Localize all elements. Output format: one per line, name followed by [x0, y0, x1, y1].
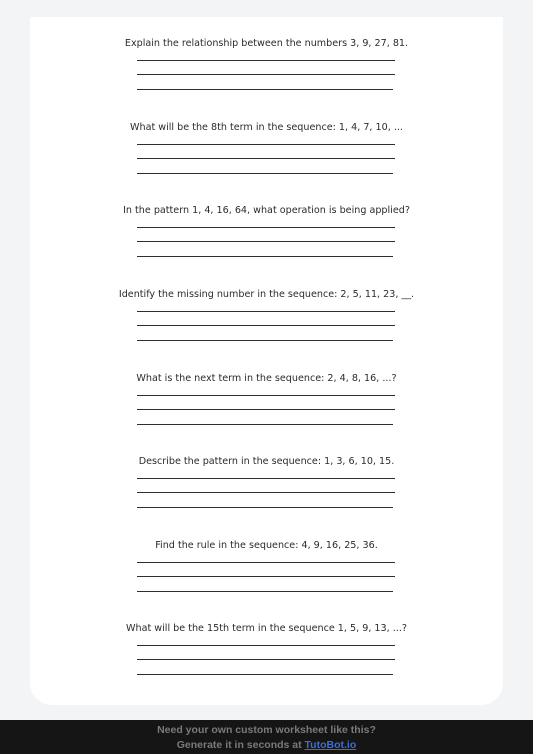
question-text: Explain the relationship between the numbers 3, 9, 27, 81.: [124, 38, 409, 49]
answer-line: [137, 576, 395, 577]
question-4: [30, 289, 503, 359]
tutobot-link[interactable]: TutoBot.io: [304, 739, 357, 751]
answer-line: [137, 424, 393, 425]
question-text: Find the rule in the sequence: 4, 9, 16, 25, 36.: [155, 540, 378, 551]
question-5: [30, 373, 503, 443]
worksheet-page: [30, 17, 503, 705]
answer-line: [137, 591, 393, 592]
question-1: [30, 38, 503, 108]
question-text: Describe the pattern in the sequence: 1, 3, 6, 10, 15.: [138, 456, 395, 467]
question-text: What will be the 8th term in the sequence: 1, 4, 7, 10, ...: [130, 122, 403, 133]
answer-line: [137, 311, 395, 312]
answer-line: [137, 674, 393, 675]
answer-line: [137, 507, 393, 508]
answer-line: [137, 325, 395, 326]
footer-line-2: [0, 738, 533, 753]
question-7: [30, 540, 503, 610]
answer-line: [137, 659, 395, 660]
question-8: [30, 623, 503, 693]
answer-line: [137, 173, 393, 174]
footer-line-1: Need your own custom worksheet like this?: [157, 724, 376, 736]
answer-line: [137, 60, 395, 61]
question-6: [30, 456, 503, 526]
answer-line: [137, 144, 395, 145]
answer-line: [137, 478, 395, 479]
answer-line: [137, 89, 393, 90]
answer-line: [137, 395, 395, 396]
question-3: [30, 205, 503, 275]
answer-line: [137, 256, 393, 257]
promo-footer: [0, 720, 533, 754]
answer-line: [137, 409, 395, 410]
answer-line: [137, 241, 395, 242]
question-text: What will be the 15th term in the sequence 1, 5, 9, 13, ...?: [126, 623, 407, 634]
answer-line: [137, 492, 395, 493]
answer-line: [137, 340, 393, 341]
question-text: What is the next term in the sequence: 2, 4, 8, 16, ...?: [136, 373, 397, 384]
answer-line: [137, 645, 395, 646]
answer-line: [137, 158, 395, 159]
answer-line: [137, 74, 395, 75]
answer-line: [137, 562, 395, 563]
question-2: [30, 122, 503, 192]
question-text: In the pattern 1, 4, 16, 64, what operation is being applied?: [123, 205, 410, 216]
answer-line: [137, 227, 395, 228]
question-text: Identify the missing number in the sequence: 2, 5, 11, 23, __.: [118, 289, 415, 300]
footer-line-2-prefix: Generate it in seconds at: [176, 739, 305, 751]
